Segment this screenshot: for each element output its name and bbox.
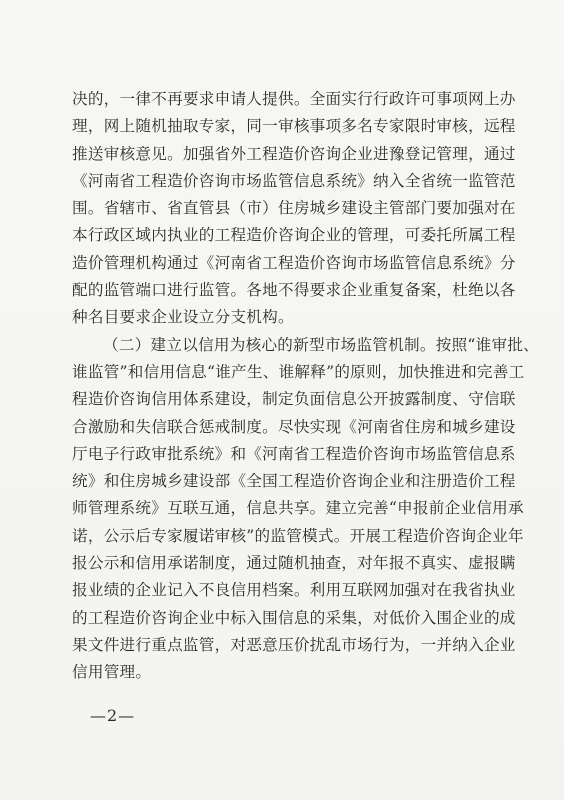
- text-line: 果文件进行重点监管，对恶意压价扰乱市场行为，一并纳入企业: [72, 635, 516, 654]
- text-line: 报业绩的企业记入不良信用档案。利用互联网加强对在我省执业: [72, 581, 516, 600]
- text-line: 《河南省工程造价咨询市场监管信息系统》纳入全省统一监管范: [72, 171, 516, 190]
- text-line: 种名目要求企业设立分支机构。: [72, 308, 294, 327]
- body-text: [72, 86, 540, 687]
- text-line: 信用管理。: [72, 663, 152, 682]
- text-line: 报公示和信用承诺制度，通过随机抽查，对年报不真实、虚报瞒: [72, 554, 516, 573]
- page-number: —2—: [90, 706, 136, 725]
- text-line: 决的，一律不再要求申请人提供。全面实行行政许可事项网上办: [72, 90, 516, 108]
- text-line: 推送审核意见。加强省外工程造价咨询企业进豫登记管理，通过: [72, 144, 516, 163]
- text-line: 统》和住房城乡建设部《全国工程造价咨询企业和注册造价工程: [72, 472, 516, 491]
- section-heading-line: （二）建立以信用为核心的新型市场监管机制。按照“谁审批、: [103, 335, 540, 354]
- text-line: 造价管理机构通过《河南省工程造价咨询市场监管信息系统》分: [72, 253, 516, 272]
- text-line: 合激励和失信联合惩戒制度。尽快实现《河南省住房和城乡建设: [72, 417, 516, 436]
- text-line: 师管理系统》互联互通，信息共享。建立完善“申报前企业信用承: [72, 499, 524, 518]
- text-line: 理，网上随机抽取专家，同一审核事项多名专家限时审核，远程: [72, 117, 516, 136]
- text-line: 程造价咨询信用体系建设，制定负面信息公开披露制度、守信联: [72, 390, 516, 409]
- text-line: 的工程造价咨询企业中标入围信息的采集，对低价入围企业的成: [72, 608, 516, 627]
- text-line: 诺，公示后专家履诺审核”的监管模式。开展工程造价咨询企业年: [72, 526, 524, 545]
- text-line: 围。省辖市、省直管县（市）住房城乡建设主管部门要加强对在: [72, 199, 516, 218]
- text-line: 谁监管”和信用信息“谁产生、谁解释”的原则，加快推进和完善工: [72, 362, 525, 381]
- text-line: 本行政区域内执业的工程造价咨询企业的管理，可委托所属工程: [72, 226, 516, 245]
- text-line: 配的监管端口进行监管。各地不得要求企业重复备案，杜绝以各: [72, 281, 516, 300]
- text-line: 厅电子行政审批系统》和《河南省工程造价咨询市场监管信息系: [72, 444, 516, 463]
